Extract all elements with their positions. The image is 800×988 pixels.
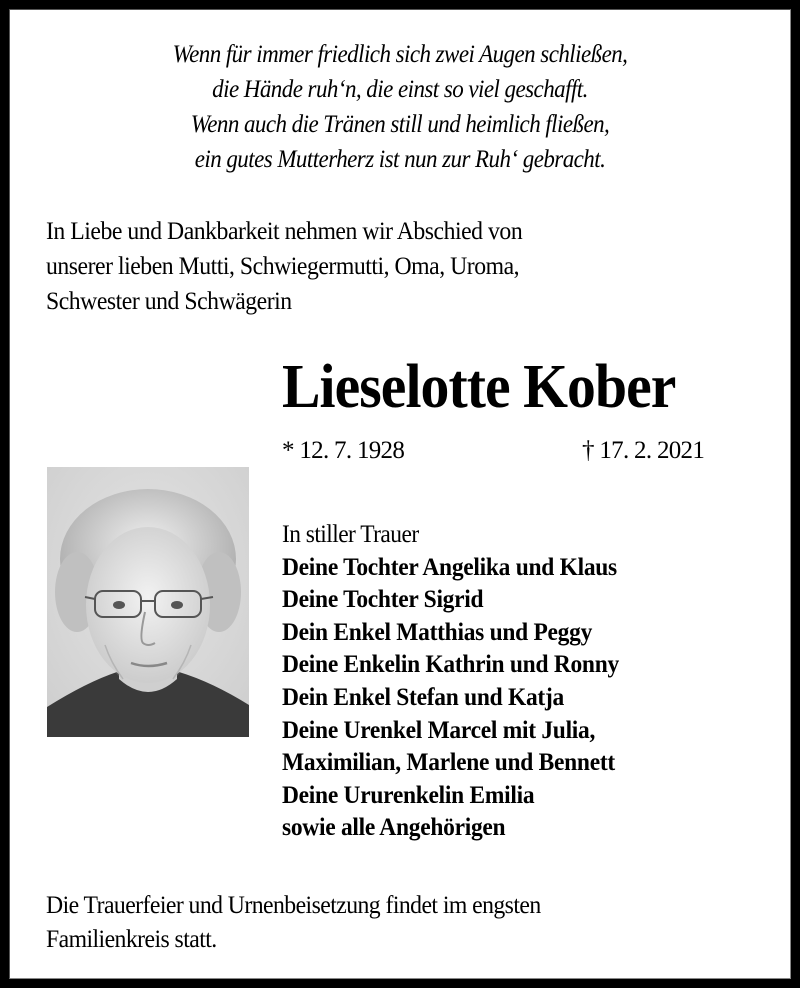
intro-line: In Liebe und Dankbarkeit nehmen wir Abschied von <box>46 216 523 245</box>
birth-date: * 12. 7. 1928 <box>282 437 405 464</box>
mourners-list <box>282 518 619 844</box>
death-date: † 17. 2. 2021 <box>582 437 705 464</box>
mourner-line: Deine Ururenkelin Emilia <box>282 779 535 809</box>
poem-line: Wenn auch die Tränen still und heimlich fließen, <box>190 111 610 138</box>
funeral-note <box>46 888 541 956</box>
mourner-line: Dein Enkel Stefan und Katja <box>282 681 564 711</box>
memorial-poem <box>41 37 759 177</box>
mourner-line: sowie alle Angehörigen <box>282 812 506 842</box>
mourner-line: Deine Urenkel Marcel mit Julia, <box>282 714 596 744</box>
deceased-name: Lieselotte Kober <box>282 353 676 421</box>
funeral-note-line: Die Trauerfeier und Urnenbeisetzung findet im engsten <box>46 890 541 919</box>
mourner-line: Dein Enkel Matthias und Peggy <box>282 616 593 646</box>
intro-line: unserer lieben Mutti, Schwiegermutti, Oma, Uroma, <box>46 251 520 280</box>
mourner-line: Maximilian, Marlene und Bennett <box>282 747 615 777</box>
portrait-photo-icon <box>47 467 249 737</box>
intro-line: Schwester und Schwägerin <box>46 286 292 315</box>
poem-line: Wenn für immer friedlich sich zwei Augen schließen, <box>172 41 628 68</box>
mourners-lead: In stiller Trauer <box>282 519 419 548</box>
obituary-notice <box>9 9 791 979</box>
poem-line: ein gutes Mutterherz ist nun zur Ruh‘ gebracht. <box>194 146 606 173</box>
mourner-line: Deine Tochter Angelika und Klaus <box>282 551 617 581</box>
funeral-note-line: Familienkreis statt. <box>46 924 217 953</box>
poem-line: die Hände ruh‘n, die einst so viel geschafft. <box>212 76 588 103</box>
mourner-line: Deine Enkelin Kathrin und Ronny <box>282 649 619 679</box>
farewell-intro <box>46 213 522 318</box>
mourner-line: Deine Tochter Sigrid <box>282 584 484 614</box>
